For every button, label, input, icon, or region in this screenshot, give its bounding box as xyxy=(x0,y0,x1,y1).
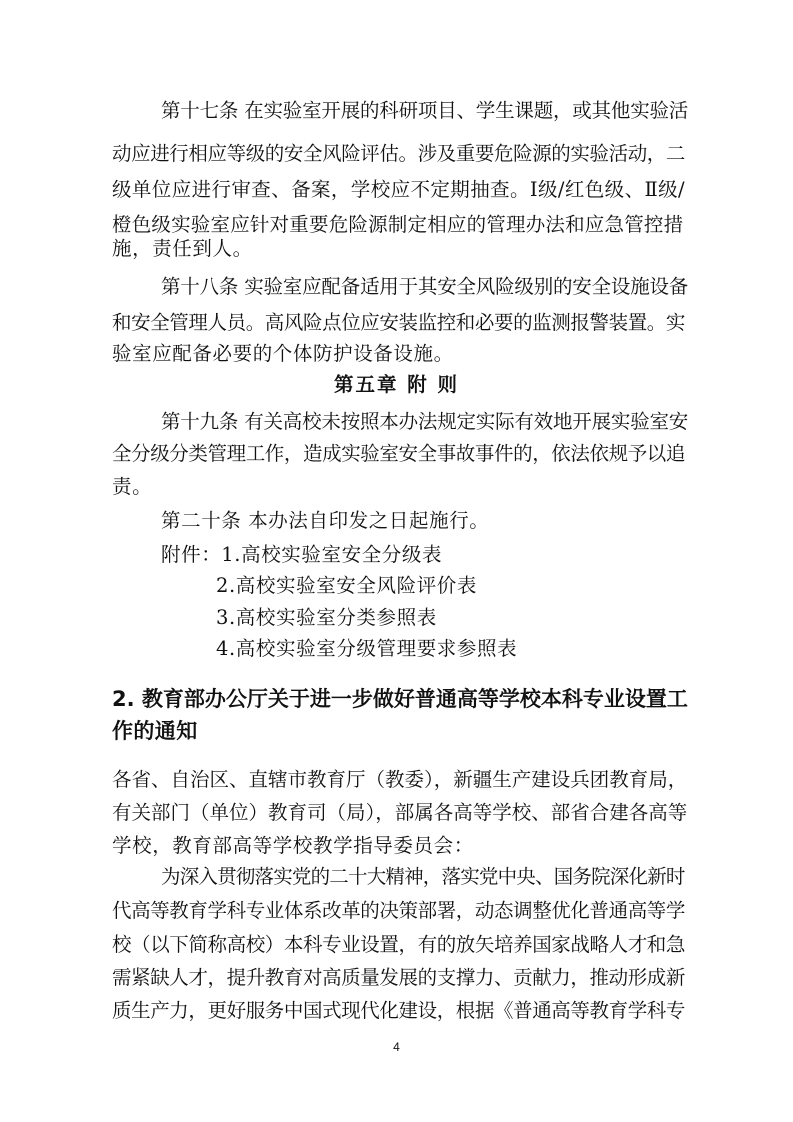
notice-line-2: 有关部门（单位）教育司（局），部属各高等学校、部省合建各高等 xyxy=(112,801,688,824)
notice-line-5: 代高等教育学科专业体系改革的决策部署，动态调整优化普通高等学 xyxy=(112,899,686,922)
notice-line-8: 质生产力，更好服务中国式现代化建设，根据《普通高等教育学科专 xyxy=(112,999,686,1022)
article-19-line-2: 全分级分类管理工作，造成实验室安全事故事件的，依法依规予以追 xyxy=(112,442,686,465)
notice-line-6: 校（以下简称高校）本科专业设置，有的放矢培养国家战略人才和急 xyxy=(112,933,686,956)
article-17-line-5: 施，责任到人。 xyxy=(112,237,253,260)
notice-line-1: 各省、自治区、直辖市教育厅（教委），新疆生产建设兵团教育局， xyxy=(112,768,688,791)
article-17-line-4: 橙色级实验室应针对重要危险源制定相应的管理办法和应急管控措 xyxy=(112,213,684,236)
attachment-item-4: 4.高校实验室分级管理要求参照表 xyxy=(216,637,518,660)
attachment-item-1: 附件：1.高校实验室安全分级表 xyxy=(161,543,443,566)
notice-line-4: 为深入贯彻落实党的二十大精神，落实党中央、国务院深化新时 xyxy=(161,865,685,888)
notice-line-3: 学校，教育部高等学校教学指导委员会： xyxy=(112,834,474,857)
attachment-item-2: 2.高校实验室安全风险评价表 xyxy=(216,574,478,597)
article-20-line-1: 第二十条 本办法自印发之日起施行。 xyxy=(161,509,490,532)
article-19-line-3: 责。 xyxy=(112,475,153,498)
section-2-title-line-1: 2. 教育部办公厅关于进一步做好普通高等学校本科专业设置工 xyxy=(112,687,688,711)
page-number: 4 xyxy=(393,1040,400,1054)
section-2-title-line-2: 作的通知 xyxy=(112,719,198,743)
article-19-line-1: 第十九条 有关高校未按照本办法规定实际有效地开展实验室安 xyxy=(161,410,689,433)
article-18-line-3: 验室应配备必要的个体防护设备设施。 xyxy=(112,342,454,365)
article-18-line-1: 第十八条 实验室应配备适用于其安全风险级别的安全设施设备 xyxy=(161,275,689,298)
notice-line-7: 需紧缺人才，提升教育对高质量发展的支撑力、贡献力，推动形成新 xyxy=(112,966,686,989)
article-17-line-1: 第十七条 在实验室开展的科研项目、学生课题，或其他实验活 xyxy=(161,99,689,122)
article-18-line-2: 和安全管理人员。高风险点位应安装监控和必要的监测报警装置。实 xyxy=(112,311,686,334)
chapter-5-heading: 第五章 附 则 xyxy=(333,373,460,396)
article-17-line-3: 级单位应进行审查、备案，学校应不定期抽查。Ⅰ级/红色级、Ⅱ级/ xyxy=(112,178,685,201)
article-17-line-2: 动应进行相应等级的安全风险评估。涉及重要危险源的实验活动，二 xyxy=(112,142,686,165)
attachment-item-3: 3.高校实验室分类参照表 xyxy=(216,606,437,629)
